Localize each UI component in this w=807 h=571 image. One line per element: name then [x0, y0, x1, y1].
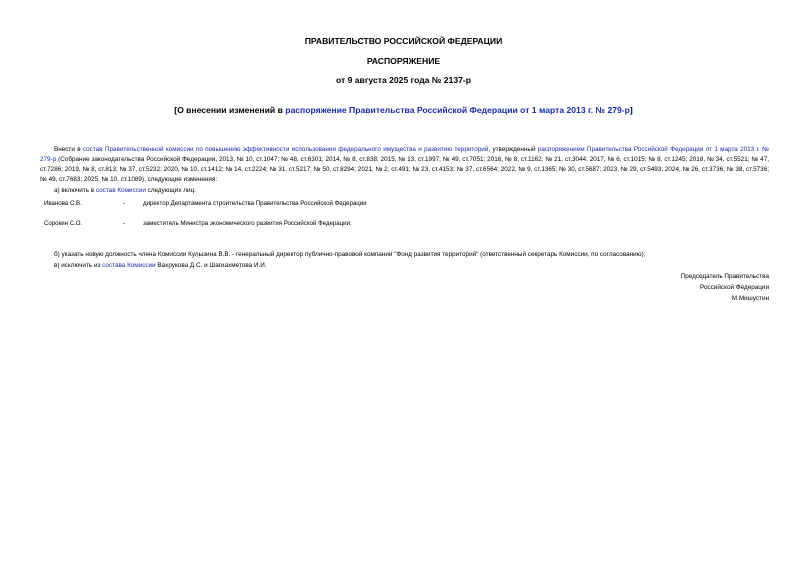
signature-title-line-1: Председатель Правительства — [680, 273, 769, 280]
subject-suffix: ] — [629, 105, 633, 115]
item-a — [54, 186, 196, 196]
member-dash: - — [123, 220, 126, 227]
item-a-link-commission[interactable]: состав Комиссии — [95, 187, 146, 194]
item-c-link-commission[interactable]: состава Комиссии — [102, 262, 156, 269]
document-type-heading: РАСПОРЯЖЕНИЕ — [366, 56, 441, 66]
intro-text-3: (Собрание законодательства Российской Федерации, 2013, № 10, ст.1047; № 48, ст.6301; 2014, № 8, ст.838; 2015, № 13, ст.1997; № 49, ст.7051; 2016, № 8, ст.1162; № 21, ст.3044; 2017, № 6, ст.1015; № 8, ст.1245; 2018, № 34, ст.5521; № 47, ст.7286; 2019, № 8, ст.813; № 37, ст.5232; 2020, № 10, ст.1412; № 14, ст.2224; № 31, ст.5217; № 50, ст.8294; 2021, № 2, ст.491; № 23, ст.4153; № 37, ст.6564; 2022, № 9, ст.1365; № 30, ст.5687; 2023, № 29, ст.5493; 2024, № 26, ст.3736; № 38, ст.5736; № 49, ст.7683; 2025, № 10, ст.1089), следующие изменения: — [40, 156, 769, 184]
intro-text-2: , утвержденный — [488, 146, 538, 153]
member-name: Сорокин С.О. — [44, 220, 83, 227]
government-heading: ПРАВИТЕЛЬСТВО РОССИЙСКОЙ ФЕДЕРАЦИИ — [304, 36, 503, 46]
intro-link-commission-composition[interactable]: состав Правительственной комиссии по повышению эффективности использования федерального имущества и развитию территорий — [82, 146, 489, 153]
item-c-text-2: Вахрукова Д.С. и Шагиахметова И.И. — [155, 262, 267, 269]
item-a-text-1: а) включить в — [54, 187, 96, 194]
document-subject — [0, 105, 807, 116]
item-a-text-2: следующих лиц: — [145, 187, 196, 194]
subject-prefix: [О внесении изменений в — [174, 105, 286, 115]
member-position: заместитель Министра экономического развития Российской Федерации; — [143, 220, 352, 227]
signature-title-line-2: Российской Федерации — [700, 284, 769, 291]
member-position: директор Департамента строительства Правительства Российской Федерации — [143, 200, 367, 207]
subject-link-order-279[interactable]: распоряжение Правительства Российской Федерации от 1 марта 2013 г. № 279-р — [285, 105, 630, 115]
signature-name: М.Мишустин — [731, 295, 769, 302]
member-name: Иванова С.В. — [44, 200, 82, 207]
item-c-text-1: в) исключить из — [54, 262, 103, 269]
table-row — [0, 218, 807, 229]
document-date-number: от 9 августа 2025 года № 2137-р — [335, 75, 472, 85]
intro-text-1: Внести в — [54, 146, 83, 153]
intro-link-order-279[interactable]: распоряжением Правительства Российской Федерации от 1 марта 2013 г. № 279-р — [40, 146, 769, 164]
item-c — [54, 261, 267, 271]
item-b: б) указать новую должность члена Комиссии Кулызина В.В. - генеральный директор публично-правовой компании "Фонд развития территорий" (ответственный секретарь Комиссии, по согласованию); — [54, 251, 646, 258]
table-row — [0, 198, 807, 209]
intro-paragraph — [40, 145, 769, 185]
member-dash: - — [123, 200, 126, 207]
